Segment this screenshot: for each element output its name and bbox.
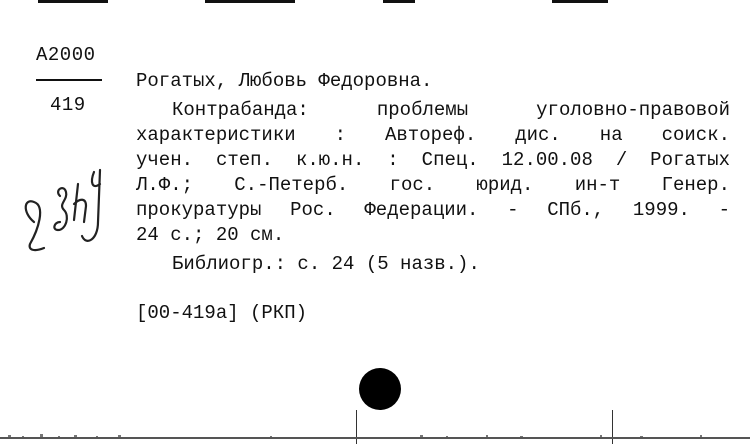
top-edge-mark (552, 0, 608, 3)
inventory-number: [00-419а] (РКП) (136, 302, 308, 324)
handwritten-note (20, 160, 115, 280)
entry-line: учен. степ. к.ю.н. : Спец. 12.00.08 / Рогатых (136, 149, 730, 171)
entry-line: характеристики : Автореф. дис. на соиск. (136, 124, 730, 146)
entry-line: 24 с.; 20 см. (136, 224, 285, 246)
top-edge-mark (38, 0, 108, 3)
entry-line: Контрабанда: проблемы уголовно-правовой (172, 99, 730, 121)
bibliography-note: Библиогр.: с. 24 (5 назв.). (172, 253, 480, 275)
shelf-mark: A2000 (36, 44, 96, 66)
entry-line: Л.Ф.; С.-Петерб. гос. юрид. ин-т Генер. (136, 174, 730, 196)
punch-hole (359, 368, 401, 410)
bottom-edge-speckle (0, 431, 750, 441)
entry-heading: Рогатых, Любовь Федоровна. (136, 70, 433, 92)
entry-line: прокуратуры Рос. Федерации. - СПб., 1999. - (136, 199, 730, 221)
bottom-edge-rule (0, 437, 750, 439)
shelf-mark-divider (36, 79, 102, 81)
card-number: 419 (50, 94, 86, 116)
top-edge-mark (383, 0, 415, 3)
top-edge-mark (205, 0, 295, 3)
